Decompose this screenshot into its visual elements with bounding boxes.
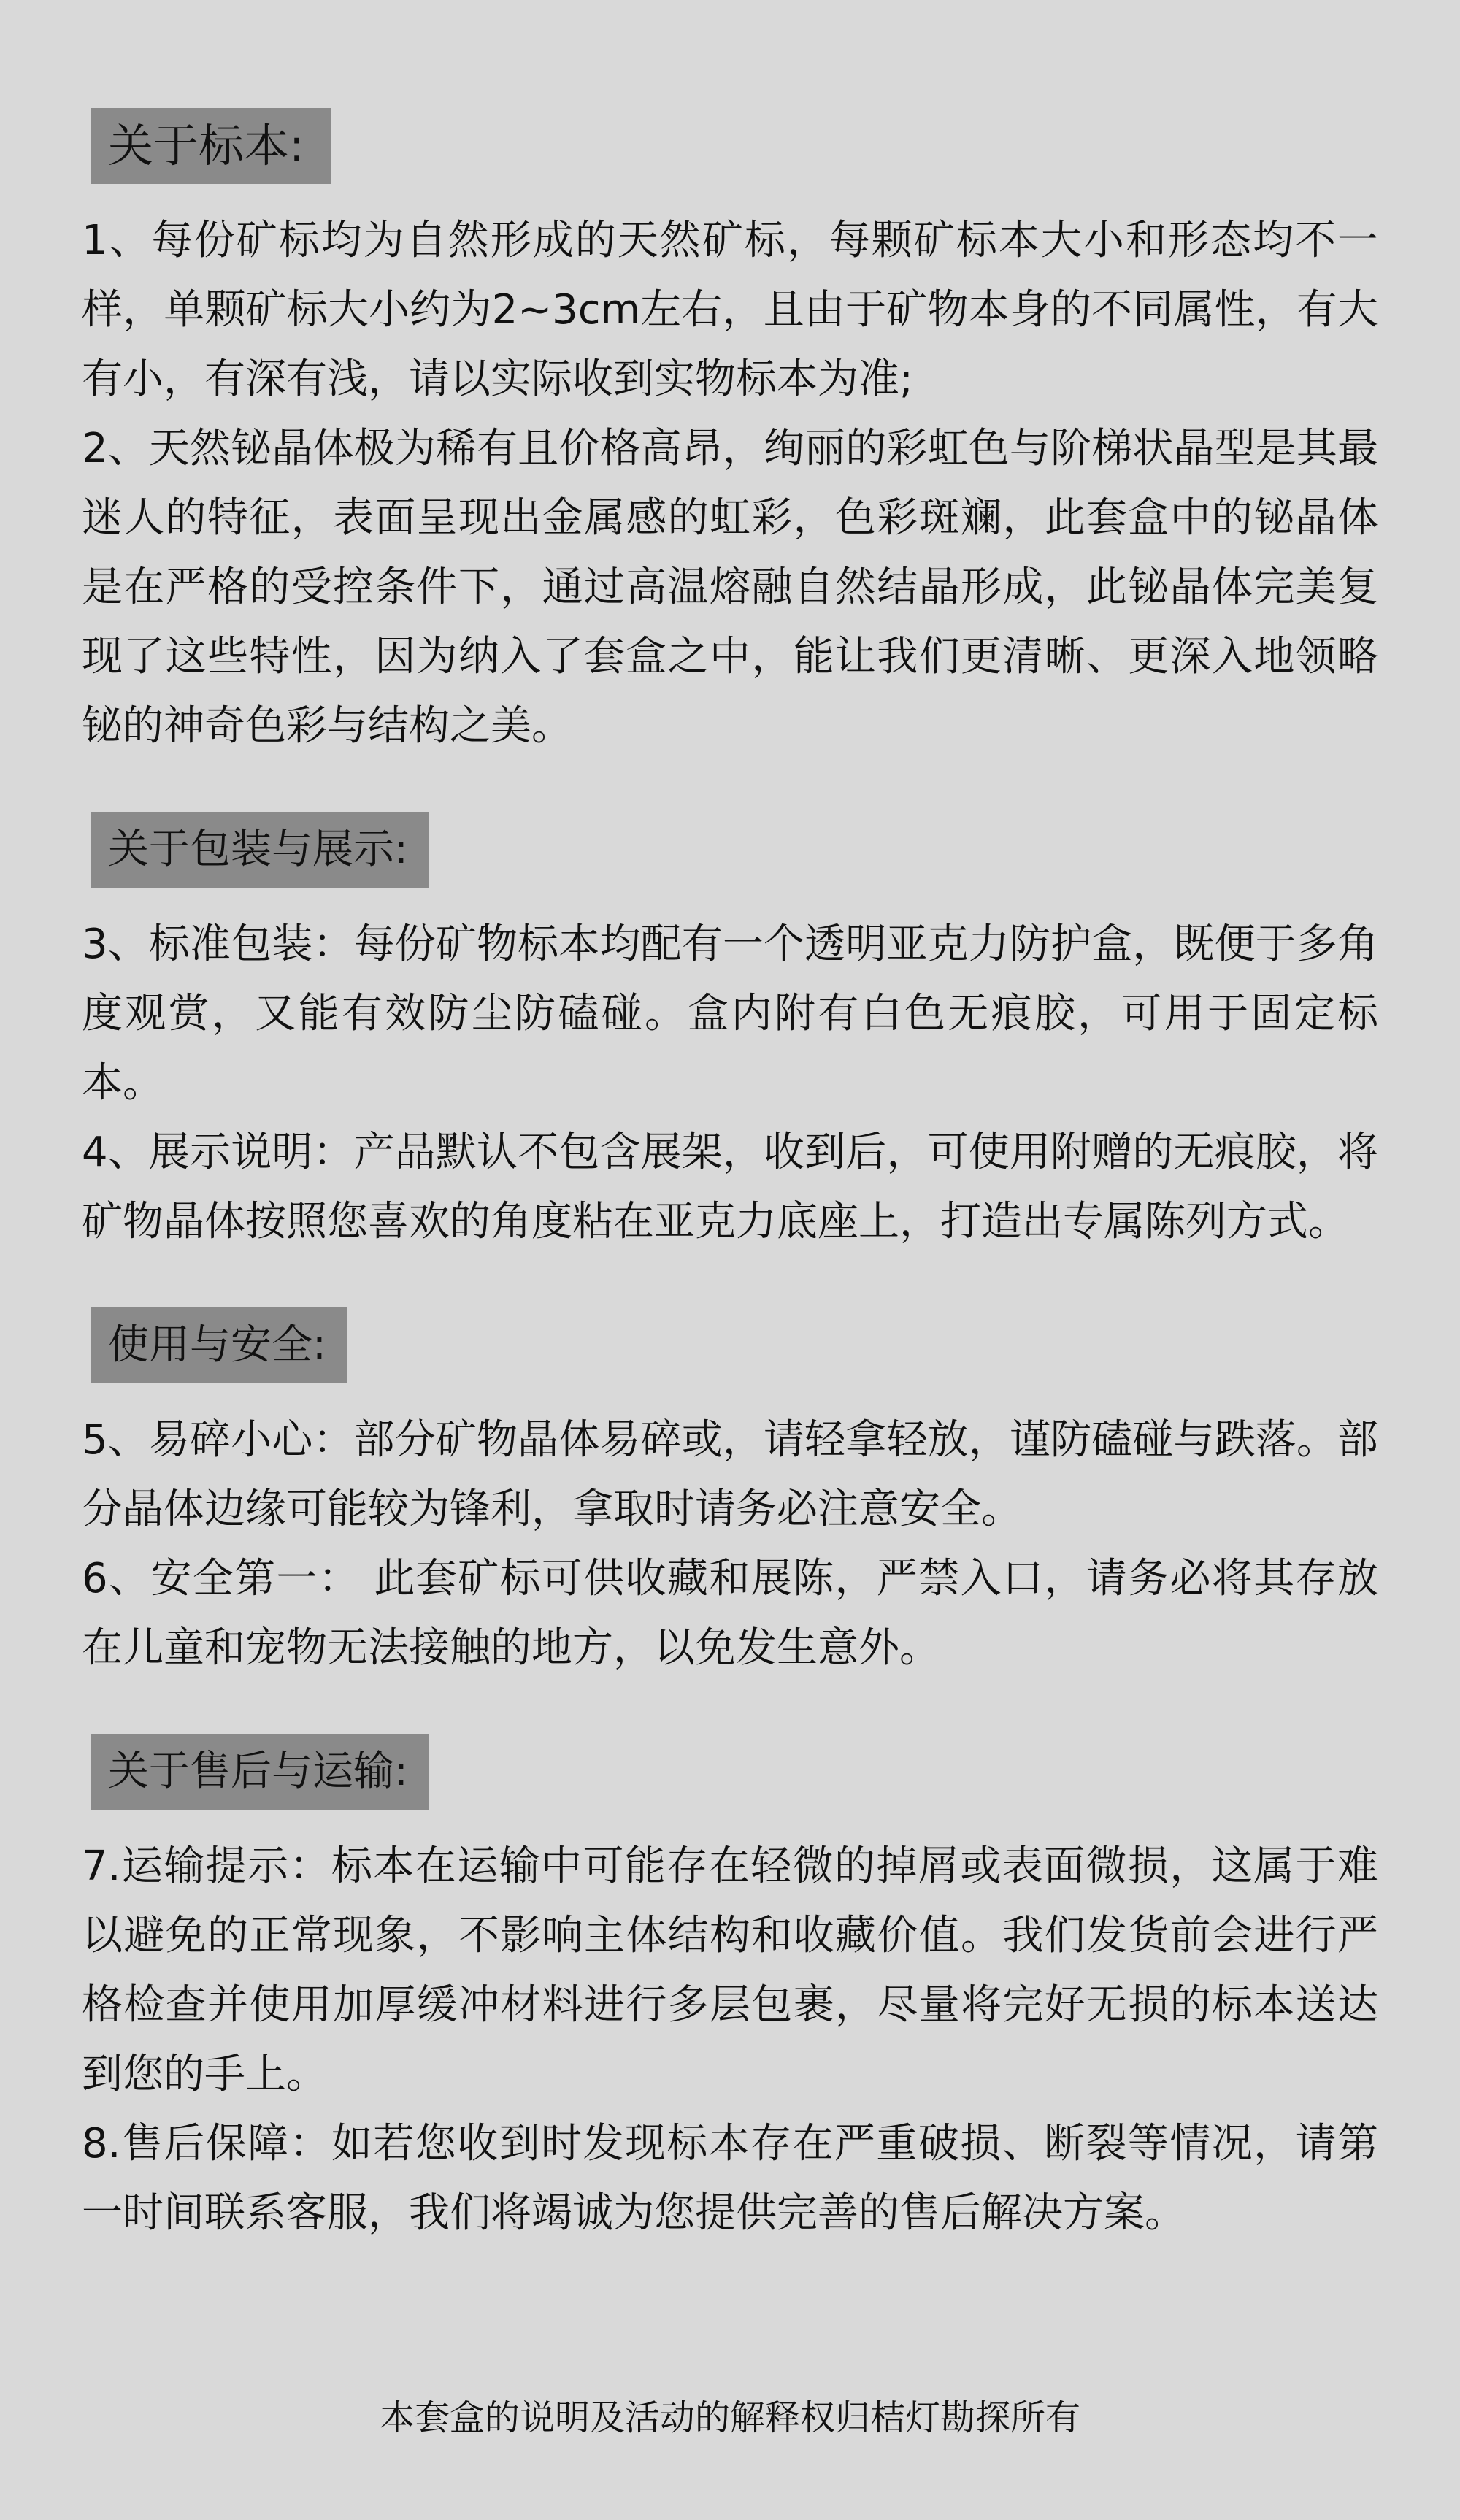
section-specimen [82,108,1378,761]
paragraph: 8.售后保障：如若您收到时发现标本存在严重破损、断裂等情况，请第一时间联系客服，我们将竭诚为您提供完善的售后解决方案。 [82,2120,1378,2237]
section-heading: 关于标本: [91,108,331,184]
paragraph: 7.运输提示：标本在运输中可能存在轻微的掉屑或表面微损，这属于难以避免的正常现象，不影响主体结构和收藏价值。我们发货前会进行严格检查并使用加厚缓冲材料进行多层包裹，尽量将完好无损的标本送达到您的手上。 [82,1843,1378,2098]
section-heading: 使用与安全: [91,1307,347,1383]
paragraph: 4、展示说明：产品默认不包含展架，收到后，可使用附赠的无痕胶，将矿物晶体按照您喜欢的角度粘在亚克力底座上，打造出专属陈列方式。 [82,1129,1378,1245]
section-heading: 关于包装与展示: [91,812,429,888]
section-after-sales [82,1734,1378,2248]
paragraph: 2、天然铋晶体极为稀有且价格高昂，绚丽的彩虹色与阶梯状晶型是其最迷人的特征，表面呈现出金属感的虹彩，色彩斑斓，此套盒中的铋晶体是在严格的受控条件下，通过高温熔融自然结晶形成，此铋晶体完美复现了这些特性，因为纳入了套盒之中，能让我们更清晰、更深入地领略铋的神奇色彩与结构之美。 [82,425,1378,750]
paragraph: 3、标准包装：每份矿物标本均配有一个透明亚克力防护盒，既便于多角度观赏，又能有效防尘防磕碰。盒内附有白色无痕胶，可用于固定标本。 [82,921,1378,1107]
paragraph: 6、安全第一： 此套矿标可供收藏和展陈，严禁入口，请务必将其存放在儿童和宠物无法接触的地方，以免发生意外。 [82,1555,1378,1672]
paragraph: 1、每份矿标均为自然形成的天然矿标，每颗矿标本大小和形态均不一样，单颗矿标大小约为2~3cm左右，且由于矿物本身的不同属性，有大有小，有深有浅，请以实际收到实物标本为准; [82,217,1378,403]
footer-note: 本套盒的说明及活动的解释权归桔灯勘探所有 [379,2397,1080,2438]
paragraph: 5、易碎小心：部分矿物晶体易碎或，请轻拿轻放，谨防磕碰与跌落。部分晶体边缘可能较为锋利，拿取时请务必注意安全。 [82,1416,1378,1533]
section-packaging [82,812,1378,1256]
info-card [82,108,1378,2299]
section-heading: 关于售后与运输: [91,1734,429,1810]
section-safety [82,1307,1378,1683]
